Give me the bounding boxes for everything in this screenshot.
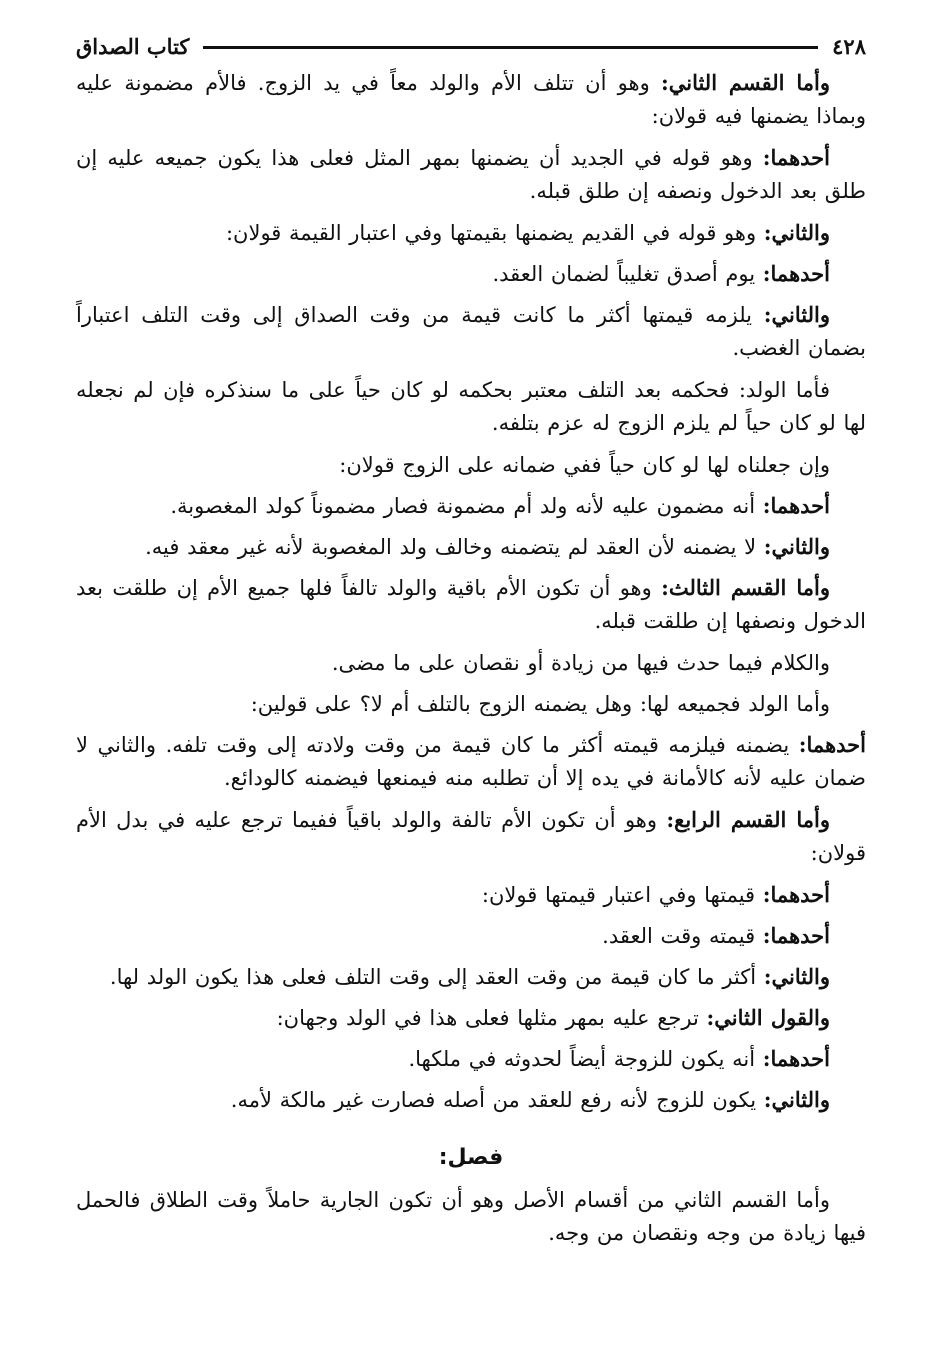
paragraph-lead: وأما القسم الرابع: [666, 807, 830, 832]
paragraph [76, 919, 866, 953]
paragraph [76, 448, 866, 482]
paragraph-text: أكثر ما كان قيمة من وقت العقد إلى وقت التلف فعلى هذا يكون الولد لها. [109, 965, 764, 989]
paragraph [76, 1083, 866, 1117]
paragraph-text: وهو أن تكون الأم باقية والولد تالفاً فلها جميع الأم إن طلقت بعد الدخول ونصفها إن طلقت قبله. [76, 576, 866, 633]
running-header [76, 26, 866, 66]
paragraph [76, 298, 866, 365]
paragraph-lead: أحدهما: [762, 1046, 830, 1071]
paragraph [76, 530, 866, 564]
page-number: ٤٢٨ [832, 33, 866, 59]
paragraph [76, 687, 866, 721]
paragraph-text: ترجع عليه بمهر مثلها فعلى هذا في الولد وجهان: [276, 1006, 707, 1030]
paragraph-text: وأما القسم الثاني من أقسام الأصل وهو أن تكون الجارية حاملاً وقت الطلاق فالحمل فيها زيادة من وجه ونقصان من وجه. [76, 1188, 866, 1245]
paragraph-text: وأما الولد فجميعه لها: وهل يضمنه الزوج بالتلف أم لا؟ على قولين: [250, 692, 830, 716]
paragraph [76, 646, 866, 680]
paragraph-text: يلزمه قيمتها أكثر ما كانت قيمة من وقت الصداق إلى وقت التلف اعتباراً بضمان الغضب. [76, 303, 866, 360]
page [76, 26, 866, 1258]
paragraph [76, 878, 866, 912]
section-heading: فصل: [438, 1145, 504, 1170]
paragraph-text: أنه يكون للزوجة أيضاً لحدوثه في ملكها. [408, 1047, 763, 1071]
paragraph-text: قيمته وقت العقد. [602, 924, 763, 948]
paragraph [76, 66, 866, 133]
paragraph [76, 489, 866, 523]
paragraph-lead: وأما القسم الثالث: [661, 575, 830, 600]
paragraph-text: وإن جعلناه لها لو كان حياً ففي ضمانه على الزوج قولان: [339, 453, 830, 477]
paragraph-text: يوم أصدق تغليباً لضمان العقد. [492, 262, 763, 286]
paragraph [76, 960, 866, 994]
paragraph-lead: والثاني: [763, 964, 830, 989]
paragraph [76, 141, 866, 208]
paragraph-text: وهو أن تتلف الأم والولد معاً في يد الزوج. فالأم مضمونة عليه وبماذا يضمنها فيه قولان: [76, 71, 866, 128]
paragraph [76, 216, 866, 250]
paragraph-lead: والثاني: [763, 534, 830, 559]
paragraph-lead: والثاني: [763, 302, 830, 327]
paragraph-text: قيمتها وفي اعتبار قيمتها قولان: [481, 883, 763, 907]
paragraph-text: يكون للزوج لأنه رفع للعقد من أصله فصارت غير مالكة لأمه. [230, 1088, 764, 1112]
header-rule [203, 46, 818, 49]
paragraph-text: والكلام فيما حدث فيها من زيادة أو نقصان على ما مضى. [331, 651, 830, 675]
paragraph-text: فأما الولد: فحكمه بعد التلف معتبر بحكمه لو كان حياً على ما سنذكره فإن لم نجعله لها لو كان حياً لم يلزم الزوج له عزم بتلفه. [76, 378, 866, 435]
paragraph-text: أنه مضمون عليه لأنه ولد أم مضمونة فصار مضموناً كولد المغصوبة. [170, 494, 763, 518]
paragraph [76, 1042, 866, 1076]
paragraph [76, 728, 866, 795]
paragraph-lead: والثاني: [763, 1087, 830, 1112]
paragraph-text: وهو قوله في الجديد أن يضمنها بمهر المثل فعلى هذا يكون جميعه عليه إن طلق بعد الدخول ونصفه إن طلق قبله. [76, 146, 866, 203]
paragraph [76, 257, 866, 291]
paragraph-lead: أحدهما: [762, 261, 830, 286]
paragraph-lead: أحدهما: [762, 882, 830, 907]
paragraph-lead: والثاني: [763, 220, 830, 245]
paragraph [76, 803, 866, 870]
paragraph-text: وهو أن تكون الأم تالفة والولد باقياً ففيما ترجع عليه في بدل الأم قولان: [76, 808, 866, 865]
paragraph-lead: أحدهما: [762, 923, 830, 948]
paragraph-lead: أحدهما: [798, 732, 866, 757]
paragraph-text: وهو قوله في القديم يضمنها بقيمتها وفي اعتبار القيمة قولان: [225, 221, 764, 245]
paragraph-text: يضمنه فيلزمه قيمته أكثر ما كان قيمة من وقت ولادته إلى وقت تلفه. والثاني لا ضمان عليه لأنه كالأمانة في يده إلا أن تطلبه منه فيمنعها فيضمنه كالودائع. [76, 733, 866, 790]
paragraph [76, 1183, 866, 1250]
paragraph [76, 373, 866, 440]
paragraph-text: لا يضمنه لأن العقد لم يتضمنه وخالف ولد المغصوبة لأنه غير معقد فيه. [145, 535, 764, 559]
paragraph [76, 1001, 866, 1035]
paragraph [76, 571, 866, 638]
paragraph-lead: والقول الثاني: [706, 1005, 830, 1030]
paragraph-lead: أحدهما: [762, 145, 830, 170]
paragraph-lead: أحدهما: [762, 493, 830, 518]
paragraph-lead: وأما القسم الثاني: [660, 70, 830, 95]
book-title: كتاب الصداق [76, 33, 190, 59]
